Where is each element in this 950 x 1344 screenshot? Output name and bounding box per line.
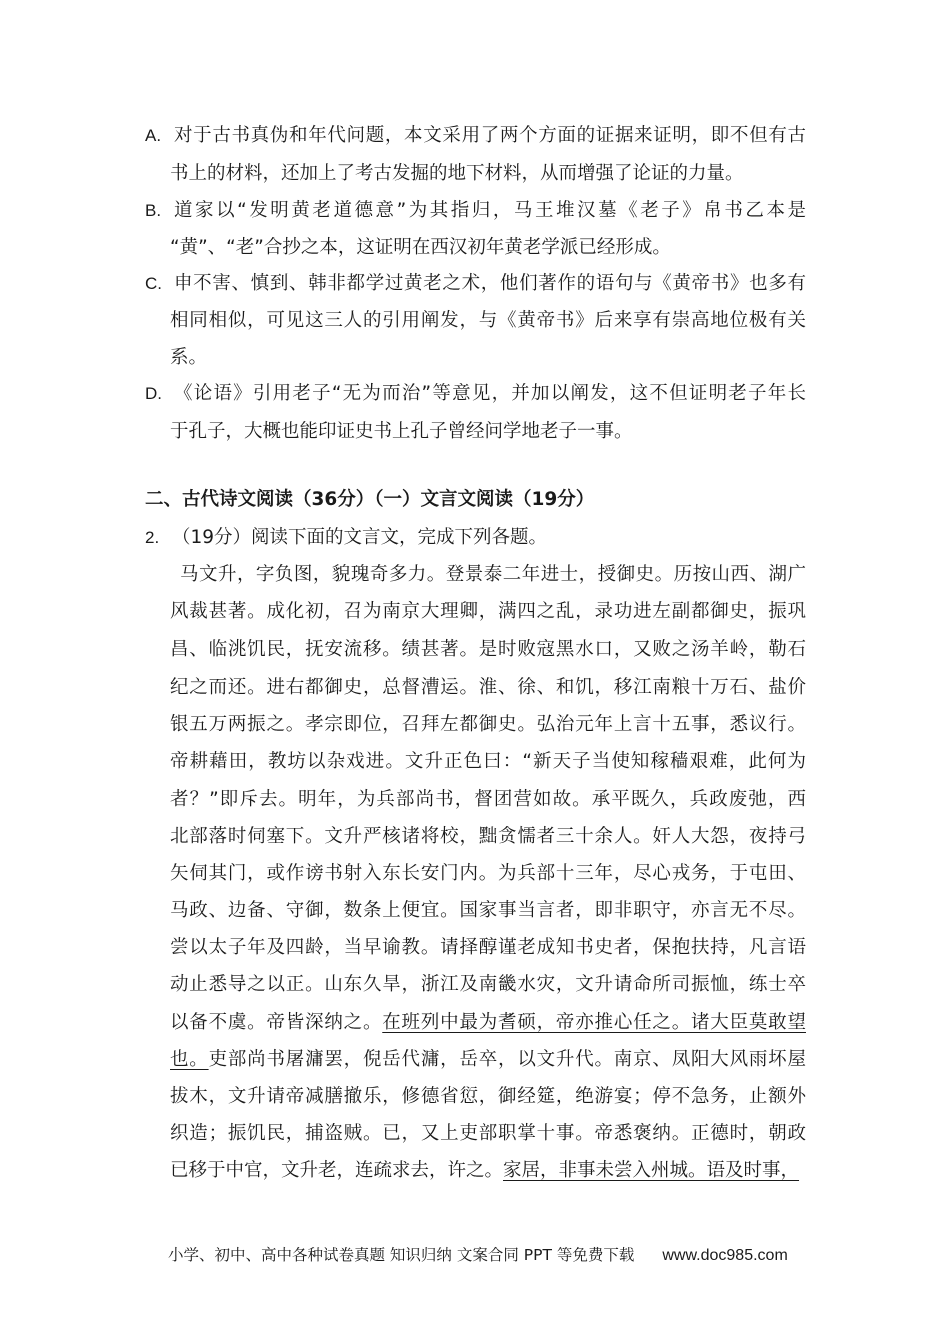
text-line (170, 1011, 806, 1035)
text-line (170, 638, 806, 662)
question-prompt: （19分）阅读下面的文言文，完成下列各题。 (172, 527, 548, 548)
section-heading: 二、古代诗文阅读（36分）（一）文言文阅读（19分） (145, 489, 595, 510)
text-line (174, 124, 806, 148)
text-segment: 北部落时伺塞下。文升严核诸将校，黜贪懦者三十余人。奸人大怨，夜持弓 (170, 826, 806, 847)
text-line (170, 1085, 806, 1109)
text-segment: 帝耕藉田，教坊以杂戏进。文升正色曰：“新天子当使知稼穑艰难，此何为 (170, 751, 806, 772)
text-line (170, 936, 806, 960)
text-line (170, 346, 806, 370)
text-segment: 申不害、慎到、韩非都学过黄老之术，他们著作的语句与《黄帝书》也多有 (174, 273, 806, 294)
text-segment: 矢伺其门，或作谤书射入东长安门内。为兵部十三年，尽心戎务，于屯田、 (170, 863, 806, 884)
text-segment: 相同相似，可见这三人的引用阐发，与《黄帝书》后来享有崇高地位极有关 (170, 310, 806, 331)
text-line (170, 788, 806, 812)
text-segment: 拔木，文升请帝减膳撤乐，修德省愆，御经筵，绝游宴；停不急务，止额外 (170, 1086, 806, 1107)
text-line (170, 1048, 806, 1072)
text-segment: 银五万两振之。孝宗即位，召拜左都御史。弘治元年上言十五事，悉议行。 (170, 714, 806, 735)
underlined-sentence: 也。 (170, 1049, 209, 1070)
text-segment: 以备不虞。帝皆深纳之。 (170, 1012, 383, 1033)
footer-text: 小学、初中、高中各种试卷真题 知识归纳 文案合同 PPT 等免费下载 (168, 1246, 635, 1264)
text-line (170, 899, 806, 923)
text-segment: 尝以太子年及四龄，当早谕教。请择醇谨老成知书史者，保抱扶持，凡言语 (170, 937, 806, 958)
text-segment: 已移于中官，文升老，连疏求去，许之。 (170, 1160, 504, 1181)
text-line (174, 272, 806, 296)
text-segment: 纪之而还。进右都御史，总督漕运。淮、徐、和饥，移江南粮十万石、盐价 (170, 677, 806, 698)
text-line (170, 162, 806, 186)
question-number: 2. (145, 528, 160, 547)
text-segment: 动止悉导之以正。山东久旱，浙江及南畿水灾，文升请命所司振恤，练士卒 (170, 974, 806, 995)
text-line (180, 563, 806, 587)
text-line (170, 750, 806, 774)
text-line (170, 600, 806, 624)
text-segment: “黄”、“老”合抄之本，这证明在西汉初年黄老学派已经形成。 (170, 237, 671, 258)
text-line (170, 236, 806, 260)
text-segment: 吏部尚书屠滽罢，倪岳代滽，岳卒，以文升代。南京、凤阳大风雨坏屋 (208, 1049, 806, 1070)
text-segment: 者？”即斥去。明年，为兵部尚书，督团营如故。承平既久，兵政废弛，西 (170, 789, 806, 810)
text-line (170, 420, 806, 444)
option-label: D. (145, 384, 162, 403)
text-line (170, 825, 806, 849)
option-label: A. (145, 126, 162, 145)
text-segment: 昌、临洮饥民，抚安流移。绩甚著。是时败寇黑水口，又败之汤羊岭，勒石 (170, 639, 806, 660)
text-line (170, 676, 806, 700)
footer-url[interactable]: www.doc985.com (662, 1247, 788, 1264)
text-line (174, 382, 806, 406)
option-label: B. (145, 201, 162, 220)
text-line (174, 199, 806, 223)
text-segment: 系。 (170, 347, 208, 368)
text-segment: 风裁甚著。成化初，召为南京大理卿，满四之乱，录功进左副都御史，振巩 (170, 601, 806, 622)
text-segment: 书上的材料，还加上了考古发掘的地下材料，从而增强了论证的力量。 (170, 163, 744, 184)
text-segment: 马政、边备、守御，数条上便宜。国家事当言者，即非职守，亦言无不尽。 (170, 900, 806, 921)
option-label: C. (145, 274, 162, 293)
text-segment: 于孔子，大概也能印证史书上孔子曾经问学地老子一事。 (170, 421, 633, 442)
text-segment: 织造；振饥民，捕盗贼。已，又上吏部职掌十事。帝悉褒纳。正德时，朝政 (170, 1123, 806, 1144)
underlined-sentence: 在班列中最为耆硕，帝亦推心任之。诸大臣莫敢望 (382, 1012, 806, 1033)
text-line (170, 309, 806, 333)
text-line (170, 1122, 806, 1146)
text-segment: 马文升，字负图，貌瑰奇多力。登景泰二年进士，授御史。历按山西、湖广 (180, 564, 806, 585)
footer (168, 1244, 788, 1267)
text-segment: 对于古书真伪和年代问题，本文采用了两个方面的证据来证明，即不但有古 (174, 125, 806, 146)
text-line (170, 1159, 825, 1183)
text-segment: 道家以“发明黄老道德意”为其指归，马王堆汉墓《老子》帛书乙本是 (174, 200, 806, 221)
text-line (170, 862, 806, 886)
underlined-sentence: 家居，非事未尝入州城。语及时事， (503, 1160, 800, 1181)
text-line (170, 713, 806, 737)
text-line (170, 973, 806, 997)
text-segment: 《论语》引用老子“无为而治”等意见，并加以阐发，这不但证明老子年长 (174, 383, 806, 404)
